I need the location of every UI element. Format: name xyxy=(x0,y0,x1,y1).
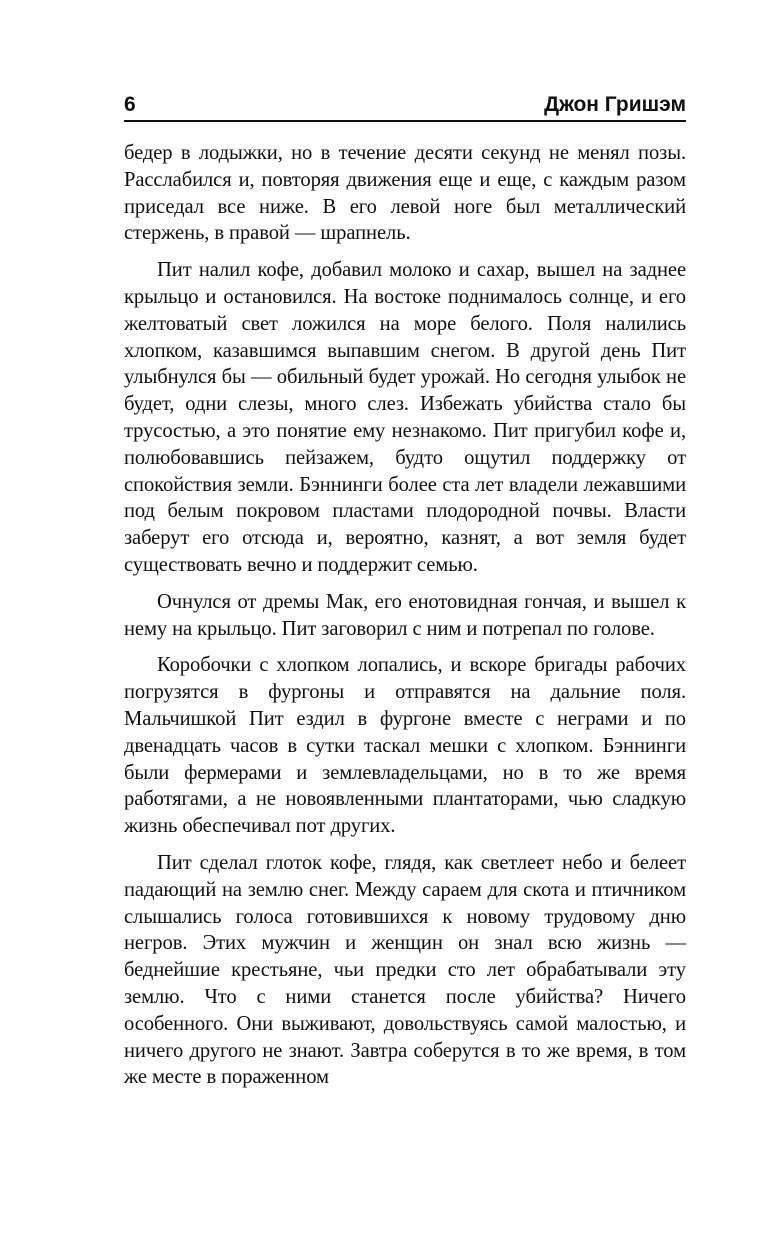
paragraph-5: Пит сделал глоток кофе, глядя, как светлеет небо и белеет падающий на землю снег. Между сараем для скота и птичником слышались голоса готовившихся к новому трудовому дню негров. Этих мужчин и женщин он знал всю жизнь — беднейшие крестьяне, чьи предки сто лет обрабатывали эту землю. Что с ними станется после убийства? Ничего особенного. Они выживают, довольствуясь самой малостью, и ничего другого не знают. Завтра соберутся в то же время, в том же месте в пораженном xyxy=(124,851,686,1089)
author-name: Джон Гришэм xyxy=(544,93,686,116)
running-header xyxy=(124,92,686,122)
body-text xyxy=(124,140,686,1091)
paragraph-4: Коробочки с хлопком лопались, и вскоре бригады рабочих погрузятся в фургоны и отправятся на дальние поля. Мальчишкой Пит ездил в фургоне вместе с неграми и по двенадцать часов в сутки таскал мешки с хлопком. Бэннинги были фермерами и землевладельцами, но в то же время работягами, а не новоявленными плантаторами, чью сладкую жизнь обеспечивал пот других. xyxy=(124,654,686,838)
paragraph-1: бедер в лодыжки, но в течение десяти секунд не менял позы. Расслабился и, повторяя движения еще и еще, с каждым разом приседал все ниже. В его левой ноге был металлический стержень, в правой — шрапнель. xyxy=(124,142,686,245)
page-number: 6 xyxy=(124,93,136,116)
paragraph-2: Пит налил кофе, добавил молоко и сахар, вышел на заднее крыльцо и остановился. На востоке поднималось солнце, и его желтоватый свет ложился на море белого. Поля налились хлопком, казавшимся выпавшим снегом. В другой день Пит улыбнулся бы — обильный будет урожай. Но сегодня улыбок не будет, одни слезы, много слез. Избежать убийства стало бы трусостью, а это понятие ему незнакомо. Пит пригубил кофе и, полюбовавшись пейзажем, будто ощутил поддержку от спокойствия земли. Бэннинги более ста лет владели лежавшими под белым покровом пластами плодородной почвы. Власти заберут его отсюда и, вероятно, казнят, а вот земля будет существовать вечно и поддержит семью. xyxy=(124,259,686,576)
book-page xyxy=(124,92,686,1091)
paragraph-3: Очнулся от дремы Мак, его енотовидная гончая, и вышел к нему на крыльцо. Пит заговорил с ним и потрепал по голове. xyxy=(124,590,686,640)
